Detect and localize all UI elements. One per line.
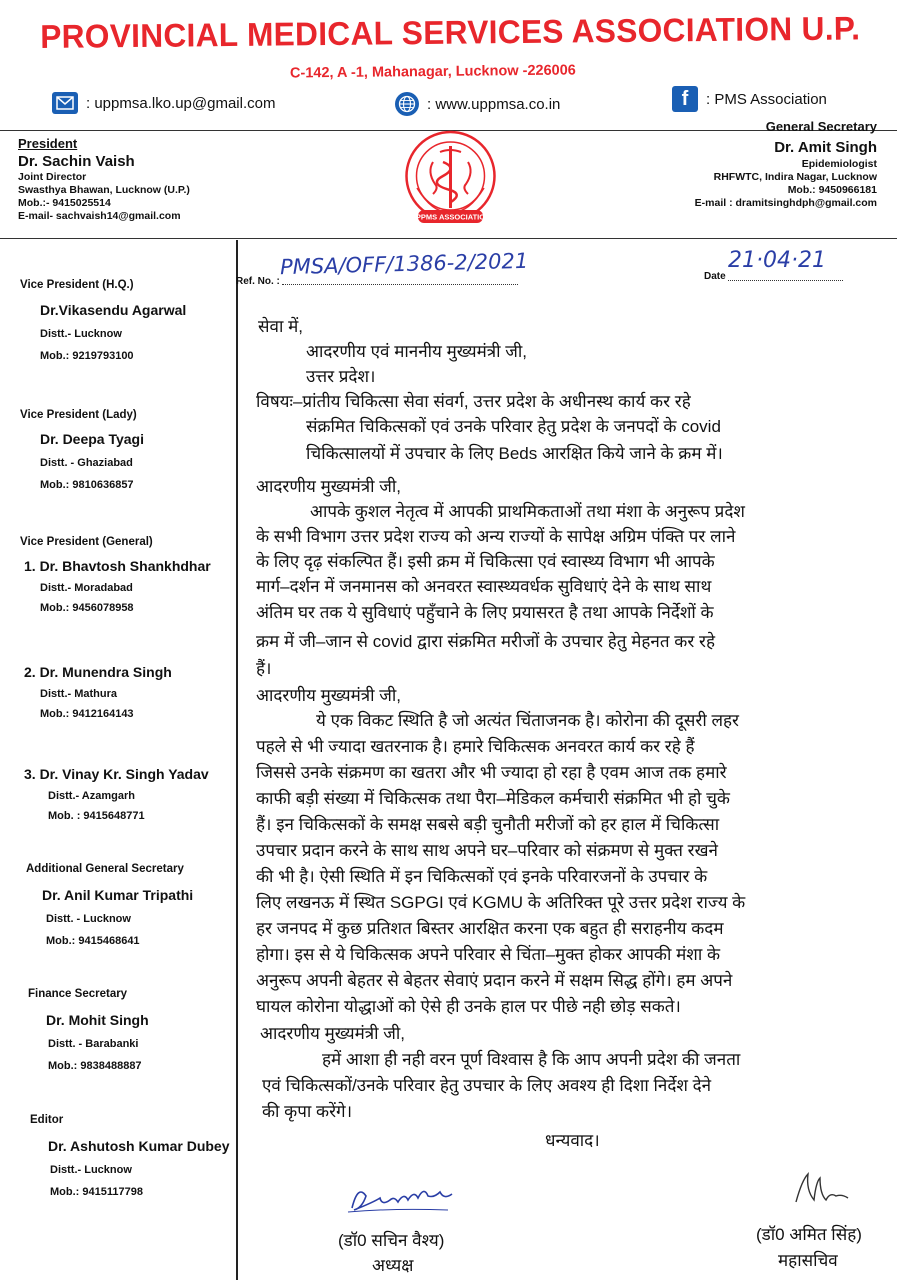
president-role: President: [18, 136, 78, 151]
sidebar-name: Dr.Vikasendu Agarwal: [40, 302, 187, 318]
sidebar-mobile: Mob.: 9219793100: [40, 350, 134, 362]
para2-line: हैं। इन चिकित्सकों के समक्ष सबसे बड़ी चुनौती मरीजों को हर हाल में चिकित्सा: [256, 815, 720, 834]
sidebar-top-divider: [0, 238, 228, 239]
thanks: धन्यवाद।: [545, 1131, 600, 1150]
sidebar-name: 2. Dr. Munendra Singh: [24, 664, 172, 680]
president-sign-title: अध्यक्ष: [372, 1256, 414, 1275]
sidebar-mobile: Mob.: 9456078958: [40, 602, 134, 614]
president-mobile: Mob.:- 9415025514: [18, 197, 111, 209]
date-value: 21·04·21: [728, 248, 826, 273]
ref-dotted-line: [282, 284, 518, 285]
sidebar-mobile: Mob.: 9810636857: [40, 479, 134, 491]
para2-line: ये एक विकट स्थिति है जो अत्यंत चिंताजनक है। कोरोना की दूसरी लहर: [316, 711, 739, 730]
sidebar-distt: Distt. - Lucknow: [46, 913, 131, 925]
para2-line: अनुरूप अपनी बेहतर से बेहतर सेवाएं प्रदान करने में सक्षम सिद्ध होंगे। हम अपने: [256, 971, 733, 990]
sidebar-mobile: Mob. : 9415648771: [48, 810, 145, 822]
para3-line: की कृपा करेंगे।: [262, 1102, 353, 1121]
facebook-text: : PMS Association: [706, 90, 827, 108]
gensec-role: General Secretary: [765, 119, 877, 134]
gensec-name: Dr. Amit Singh: [774, 139, 877, 156]
logo-text: UPPMS ASSOCIATION: [410, 212, 491, 222]
sidebar-vp-general-2: [20, 664, 172, 720]
sidebar-name: 1. Dr. Bhavtosh Shankhdhar: [24, 558, 211, 574]
sidebar-role: Vice President (Lady): [20, 409, 137, 421]
sidebar-role: Editor: [30, 1114, 64, 1126]
president-sign-name: (डॉ0 सचिन वैश्य): [338, 1231, 445, 1250]
gensec-email: E-mail : dramitsinghdph@gmail.com: [694, 197, 877, 209]
mail-icon: [52, 92, 78, 114]
para1-line: आपके कुशल नेतृत्व में आपकी प्राथमिकताओं तथा मंशा के अनुरूप प्रदेश: [310, 502, 745, 521]
ref-number: PMSA/OFF/1386-2/2021: [279, 248, 529, 280]
gensec-office: RHFWTC, Indira Nagar, Lucknow: [713, 171, 877, 183]
sidebar-distt: Distt. - Ghaziabad: [40, 457, 133, 469]
president-designation: Joint Director: [18, 171, 87, 183]
org-address: C-142, A -1, Mahanagar, Lucknow -226006: [289, 62, 576, 82]
state-line: उत्तर प्रदेश।: [306, 367, 376, 386]
ref-label: Ref. No. :: [236, 276, 280, 287]
sidebar-add-gensec: [26, 863, 193, 947]
sidebar-mobile: Mob.: 9838488887: [48, 1060, 142, 1072]
para2-line: घायल कोरोना योद्धाओं को ऐसे ही उनके हाल पर पीछे नही छोड़ सकते।: [256, 997, 681, 1016]
sidebar-finance-secretary: [28, 988, 149, 1072]
para2-line: की भी है। ऐसी स्थिति में इन चिकित्सकों एवं इनके परिवारजनों के उपचार के: [256, 867, 708, 886]
website-contact[interactable]: [395, 92, 560, 116]
sidebar-distt: Distt.- Lucknow: [40, 328, 122, 340]
para1-line: के सभी विभाग उत्तर प्रदेश राज्य को अन्य राज्यों के सापेक्ष अग्रिम पंक्ति पर लाने: [256, 527, 736, 546]
president-email: E-mail- sachvaish14@gmail.com: [18, 210, 181, 222]
para2-line: होगा। इस से ये चिकित्सक अपने परिवार से चिंता–मुक्त होकर आपकी मंशा के: [256, 945, 720, 964]
para3-line: हमें आशा ही नही वरन पूर्ण विश्वास है कि आप अपनी प्रदेश की जनता: [322, 1050, 741, 1069]
letter-top-divider: [228, 238, 897, 239]
date-dotted-line: [728, 280, 843, 281]
sidebar-distt: Distt.- Moradabad: [40, 582, 133, 594]
para2-line: हर जनपद में कुछ प्रतिशत बिस्तर आरक्षित करना एक बहुत ही सराहनीय कदम: [256, 919, 724, 938]
gensec-designation: Epidemiologist: [801, 158, 877, 170]
greeting: आदरणीय मुख्यमंत्री जी,: [256, 686, 402, 705]
gensec-mobile: Mob.: 9450966181: [787, 184, 877, 196]
para2-line: पहले से भी ज्यादा खतरनाक है। हमारे चिकित्सक अनवरत कार्य कर रहे हैं: [256, 737, 695, 756]
greeting: आदरणीय मुख्यमंत्री जी,: [256, 477, 402, 496]
para3-line: एवं चिकित्सकों/उनके परिवार हेतु उपचार के लिए अवश्य ही दिशा निर्देश देने: [262, 1076, 712, 1095]
date-label: Date: [704, 271, 726, 282]
website-text: : www.uppmsa.co.in: [427, 95, 561, 113]
sidebar-editor: [30, 1114, 230, 1198]
subject-line: विषयः–प्रांतीय चिकित्सा सेवा संवर्ग, उत्तर प्रदेश के अधीनस्थ कार्य कर रहे: [256, 392, 691, 411]
sidebar-mobile: Mob.: 9415468641: [46, 935, 140, 947]
sidebar-name: Dr. Mohit Singh: [46, 1012, 149, 1028]
gensec-sign-title: महासचिव: [778, 1251, 838, 1270]
president-signature: [344, 1178, 464, 1223]
para2-line: उपचार प्रदान करने के साथ साथ अपने घर–परिवार को संक्रमण से मुक्त रखने: [256, 841, 718, 860]
gensec-signature: [786, 1170, 856, 1215]
globe-icon: [395, 92, 419, 116]
to-line: सेवा में,: [258, 317, 303, 336]
president-block: [18, 137, 190, 223]
sidebar-vp-hq: [20, 279, 186, 362]
sidebar-role: Vice President (H.Q.): [20, 279, 134, 291]
sidebar-divider: [236, 240, 238, 1280]
general-secretary-block: [695, 120, 877, 210]
sidebar-vp-general-3: [20, 766, 209, 822]
email-contact[interactable]: [52, 92, 275, 114]
para2-line: लिए लखनऊ में स्थित SGPGI एवं KGMU के अतिरिक्त पूरे उत्तर प्रदेश राज्य के: [256, 893, 746, 912]
addressee: आदरणीय एवं माननीय मुख्यमंत्री जी,: [306, 342, 528, 361]
email-text: : uppmsa.lko.up@gmail.com: [86, 94, 276, 112]
sidebar-role: Finance Secretary: [28, 988, 128, 1000]
subject-line: संक्रमित चिकित्सकों एवं उनके परिवार हेतु प्रदेश के जनपदों के covid: [306, 417, 721, 436]
sidebar-name: Dr. Deepa Tyagi: [40, 431, 145, 447]
para1-line: मार्ग–दर्शन में जनमानस को अनवरत स्वास्थ्यवर्धक सुविधाएं देने के साथ साथ: [256, 577, 712, 596]
facebook-icon: f: [672, 86, 698, 112]
greeting: आदरणीय मुख्यमंत्री जी,: [260, 1024, 406, 1043]
association-logo: [403, 128, 498, 230]
sidebar-distt: Distt.- Lucknow: [50, 1164, 132, 1176]
sidebar-role: Additional General Secretary: [26, 863, 184, 875]
sidebar-mobile: Mob.: 9412164143: [40, 708, 134, 720]
sidebar-vp-general: [20, 536, 211, 614]
subject-line: चिकित्सालयों में उपचार के लिए Beds आरक्षित किये जाने के क्रम में।: [306, 444, 723, 463]
org-title: PROVINCIAL MEDICAL SERVICES ASSOCIATION U.P.: [40, 9, 861, 55]
facebook-contact[interactable]: [672, 86, 827, 112]
president-office: Swasthya Bhawan, Lucknow (U.P.): [18, 184, 190, 196]
para1-line: अंतिम घर तक ये सुविधाएं पहुँचाने के लिए प्रयासरत है तथा आपके निर्देशों के: [256, 603, 714, 622]
para2-line: जिससे उनके संक्रमण का खतरा और भी ज्यादा हो रहा है एवम आज तक हमारे: [256, 763, 727, 782]
para2-line: काफी बड़ी संख्या में चिकित्सक तथा पैरा–मेडिकल कर्मचारी संक्रमित भी हो चुके: [256, 789, 730, 808]
gensec-sign-name: (डॉ0 अमित सिंह): [756, 1225, 862, 1244]
sidebar-name: 3. Dr. Vinay Kr. Singh Yadav: [24, 766, 209, 782]
sidebar-distt: Distt.- Mathura: [40, 688, 117, 700]
sidebar-vp-lady: [20, 409, 144, 491]
sidebar-distt: Distt.- Azamgarh: [48, 790, 135, 802]
sidebar-name: Dr. Anil Kumar Tripathi: [42, 887, 194, 903]
president-name: Dr. Sachin Vaish: [18, 153, 135, 170]
sidebar-mobile: Mob.: 9415117798: [50, 1186, 143, 1198]
para1-line: हैं।: [256, 659, 272, 678]
para1-line: के लिए दृढ़ संकल्पित हैं। इसी क्रम में चिकित्सा एवं स्वास्थ्य विभाग भी आपके: [256, 552, 715, 571]
sidebar-distt: Distt. - Barabanki: [48, 1038, 139, 1050]
sidebar-role: Vice President (General): [20, 536, 153, 548]
para1-line: क्रम में जी–जान से covid द्वारा संक्रमित मरीजों के उपचार हेतु मेहनत कर रहे: [256, 632, 715, 651]
sidebar-name: Dr. Ashutosh Kumar Dubey: [48, 1138, 230, 1154]
